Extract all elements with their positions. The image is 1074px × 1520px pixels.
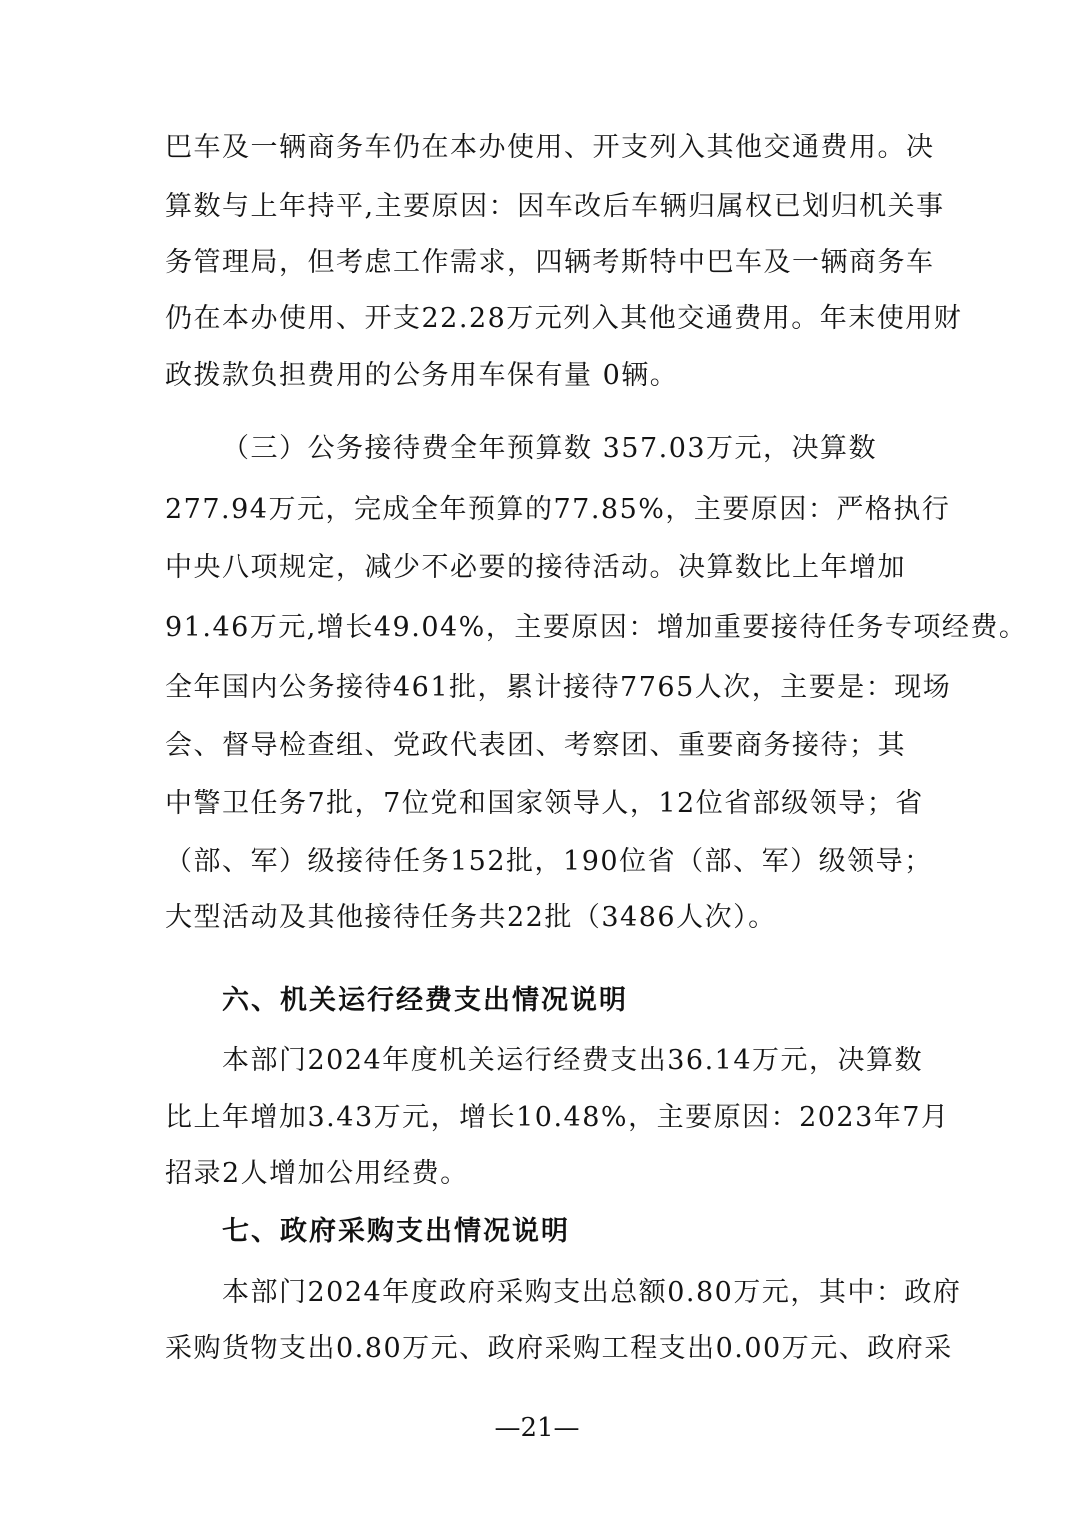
page-number: —21— <box>494 1413 580 1443</box>
text-line: 本部门2024年度机关运行经费支出36.14万元，决算数 <box>222 1045 924 1076</box>
text-line: （三）公务接待费全年预算数 357.03万元，决算数 <box>222 433 878 464</box>
text-line: 巴车及一辆商务车仍在本办使用、开支列入其他交通费用。决 <box>165 132 935 163</box>
section-heading: 六、机关运行经费支出情况说明 <box>222 985 628 1016</box>
text-line: 中央八项规定，减少不必要的接待活动。决算数比上年增加 <box>165 552 906 583</box>
text-line: 算数与上年持平,主要原因：因车改后车辆归属权已划归机关事 <box>165 191 945 222</box>
text-line: 全年国内公务接待461批，累计接待7765人次，主要是：现场 <box>165 672 952 703</box>
text-line: 中警卫任务7批，7位党和国家领导人，12位省部级领导；省 <box>165 788 924 819</box>
text-line: 政拨款负担费用的公务用车保有量 0辆。 <box>165 360 679 391</box>
text-line: （部、军）级接待任务152批，190位省（部、军）级领导； <box>165 846 933 877</box>
section-heading: 七、政府采购支出情况说明 <box>222 1216 570 1247</box>
text-line: 本部门2024年度政府采购支出总额0.80万元，其中：政府 <box>222 1277 962 1308</box>
text-line: 招录2人增加公用经费。 <box>165 1158 469 1189</box>
text-line: 比上年增加3.43万元，增长10.48%，主要原因：2023年7月 <box>165 1102 950 1133</box>
text-line: 91.46万元,增长49.04%，主要原因：增加重要接待任务专项经费。 <box>165 612 1028 643</box>
text-line: 277.94万元，完成全年预算的77.85%，主要原因：严格执行 <box>165 494 951 525</box>
text-line: 大型活动及其他接待任务共22批（3486人次）。 <box>165 902 777 933</box>
text-line: 务管理局，但考虑工作需求，四辆考斯特中巴车及一辆商务车 <box>165 247 935 278</box>
text-line: 会、督导检查组、党政代表团、考察团、重要商务接待；其 <box>165 730 906 761</box>
text-line: 仍在本办使用、开支22.28万元列入其他交通费用。年末使用财 <box>165 303 963 334</box>
text-line: 采购货物支出0.80万元、政府采购工程支出0.00万元、政府采 <box>165 1333 953 1364</box>
